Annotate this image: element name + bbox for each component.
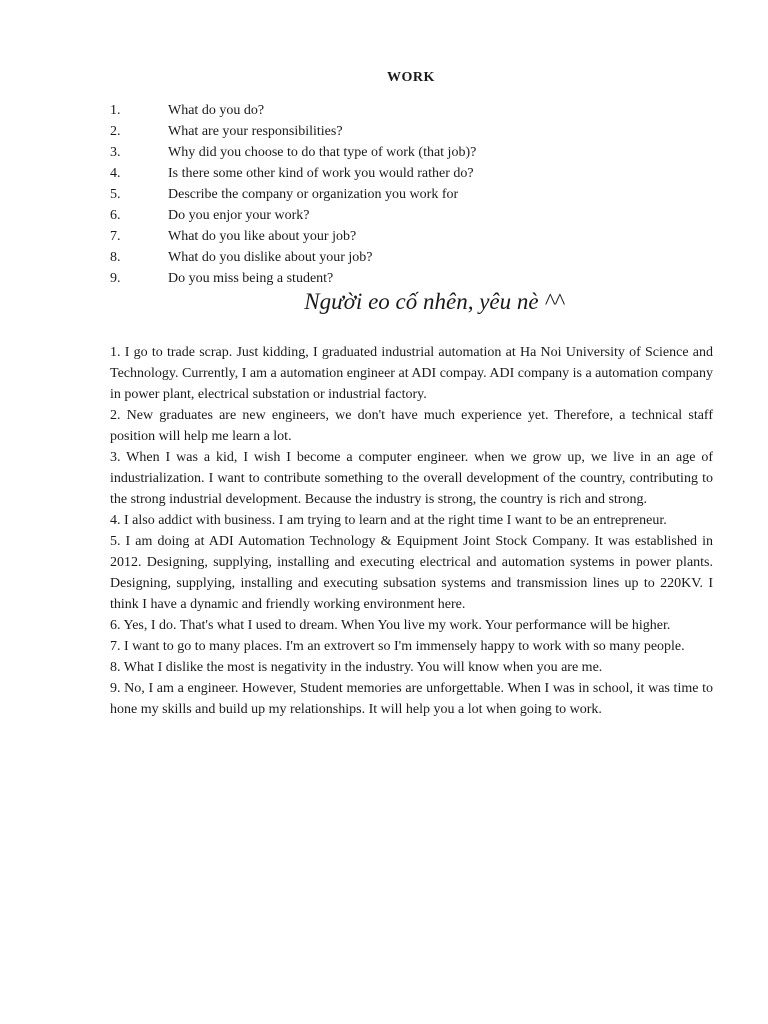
question-item bbox=[110, 226, 670, 247]
question-number: 2. bbox=[110, 124, 121, 139]
answer-paragraph: 4. I also addict with business. I am trying to learn and at the right time I want to be an entrepreneur. bbox=[110, 513, 667, 528]
question-number: 8. bbox=[110, 250, 121, 265]
question-number: 3. bbox=[110, 145, 121, 160]
question-text: Why did you choose to do that type of work (that job)? bbox=[168, 145, 477, 160]
question-number: 9. bbox=[110, 271, 121, 286]
question-item bbox=[110, 184, 670, 205]
question-list bbox=[110, 100, 670, 289]
question-item bbox=[110, 121, 670, 142]
question-text: Describe the company or organization you work for bbox=[168, 187, 459, 202]
answer-paragraph: 5. I am doing at ADI Automation Technology & Equipment Joint Stock Company. It was established in 2012. Designing, supplying, installing and executing electrical and automation systems in power plants. Designing, supplying, installing and executing subsation systems and transmission lines up to 220KV. I think I have a dynamic and friendly working environment here. bbox=[110, 534, 713, 612]
question-text: What do you dislike about your job? bbox=[168, 250, 373, 265]
answers-section bbox=[110, 342, 713, 720]
answer-paragraph: 9. No, I am a engineer. However, Student memories are unforgettable. When I was in school, it was time to hone my skills and build up my relationships. It will help you a lot when going to work. bbox=[110, 681, 713, 717]
question-number: 1. bbox=[110, 103, 121, 118]
document-title: WORK bbox=[387, 70, 435, 85]
question-item bbox=[110, 142, 670, 163]
answer-paragraph: 1. I go to trade scrap. Just kidding, I graduated industrial automation at Ha Noi University of Science and Technology. Currently, I am a automation engineer at ADI compay. ADI company is a automation company in power plant, electrical substation or industrial factory. bbox=[110, 345, 713, 402]
question-number: 6. bbox=[110, 208, 121, 223]
answer-paragraph: 7. I want to go to many places. I'm an extrovert so I'm immensely happy to work with so many people. bbox=[110, 639, 685, 654]
question-text: What do you do? bbox=[168, 103, 265, 118]
question-item bbox=[110, 247, 670, 268]
question-item bbox=[110, 205, 670, 226]
answer-paragraph: 8. What I dislike the most is negativity in the industry. You will know when you are me. bbox=[110, 660, 603, 675]
answers-heading: Người eo cố nhên, yêu nè ^^ bbox=[304, 289, 564, 314]
question-text: What do you like about your job? bbox=[168, 229, 357, 244]
answer-paragraph: 6. Yes, I do. That's what I used to dream. When You live my work. Your performance will be higher. bbox=[110, 618, 671, 633]
question-number: 5. bbox=[110, 187, 121, 202]
question-text: Do you miss being a student? bbox=[168, 271, 334, 286]
answer-paragraph: 2. New graduates are new engineers, we don't have much experience yet. Therefore, a technical staff position will help me learn a lot. bbox=[110, 408, 713, 444]
question-text: What are your responsibilities? bbox=[168, 124, 343, 139]
question-item bbox=[110, 100, 670, 121]
answer-paragraph: 3. When I was a kid, I wish I become a computer engineer. when we grow up, we live in an age of industrialization. I want to contribute something to the overall development of the country, contributing to the strong industrial development. Because the industry is strong, the country is rich and strong. bbox=[110, 450, 713, 507]
question-number: 7. bbox=[110, 229, 121, 244]
question-text: Do you enjor your work? bbox=[168, 208, 310, 223]
question-text: Is there some other kind of work you would rather do? bbox=[168, 166, 474, 181]
question-item bbox=[110, 268, 670, 289]
question-item bbox=[110, 163, 670, 184]
question-number: 4. bbox=[110, 166, 121, 181]
